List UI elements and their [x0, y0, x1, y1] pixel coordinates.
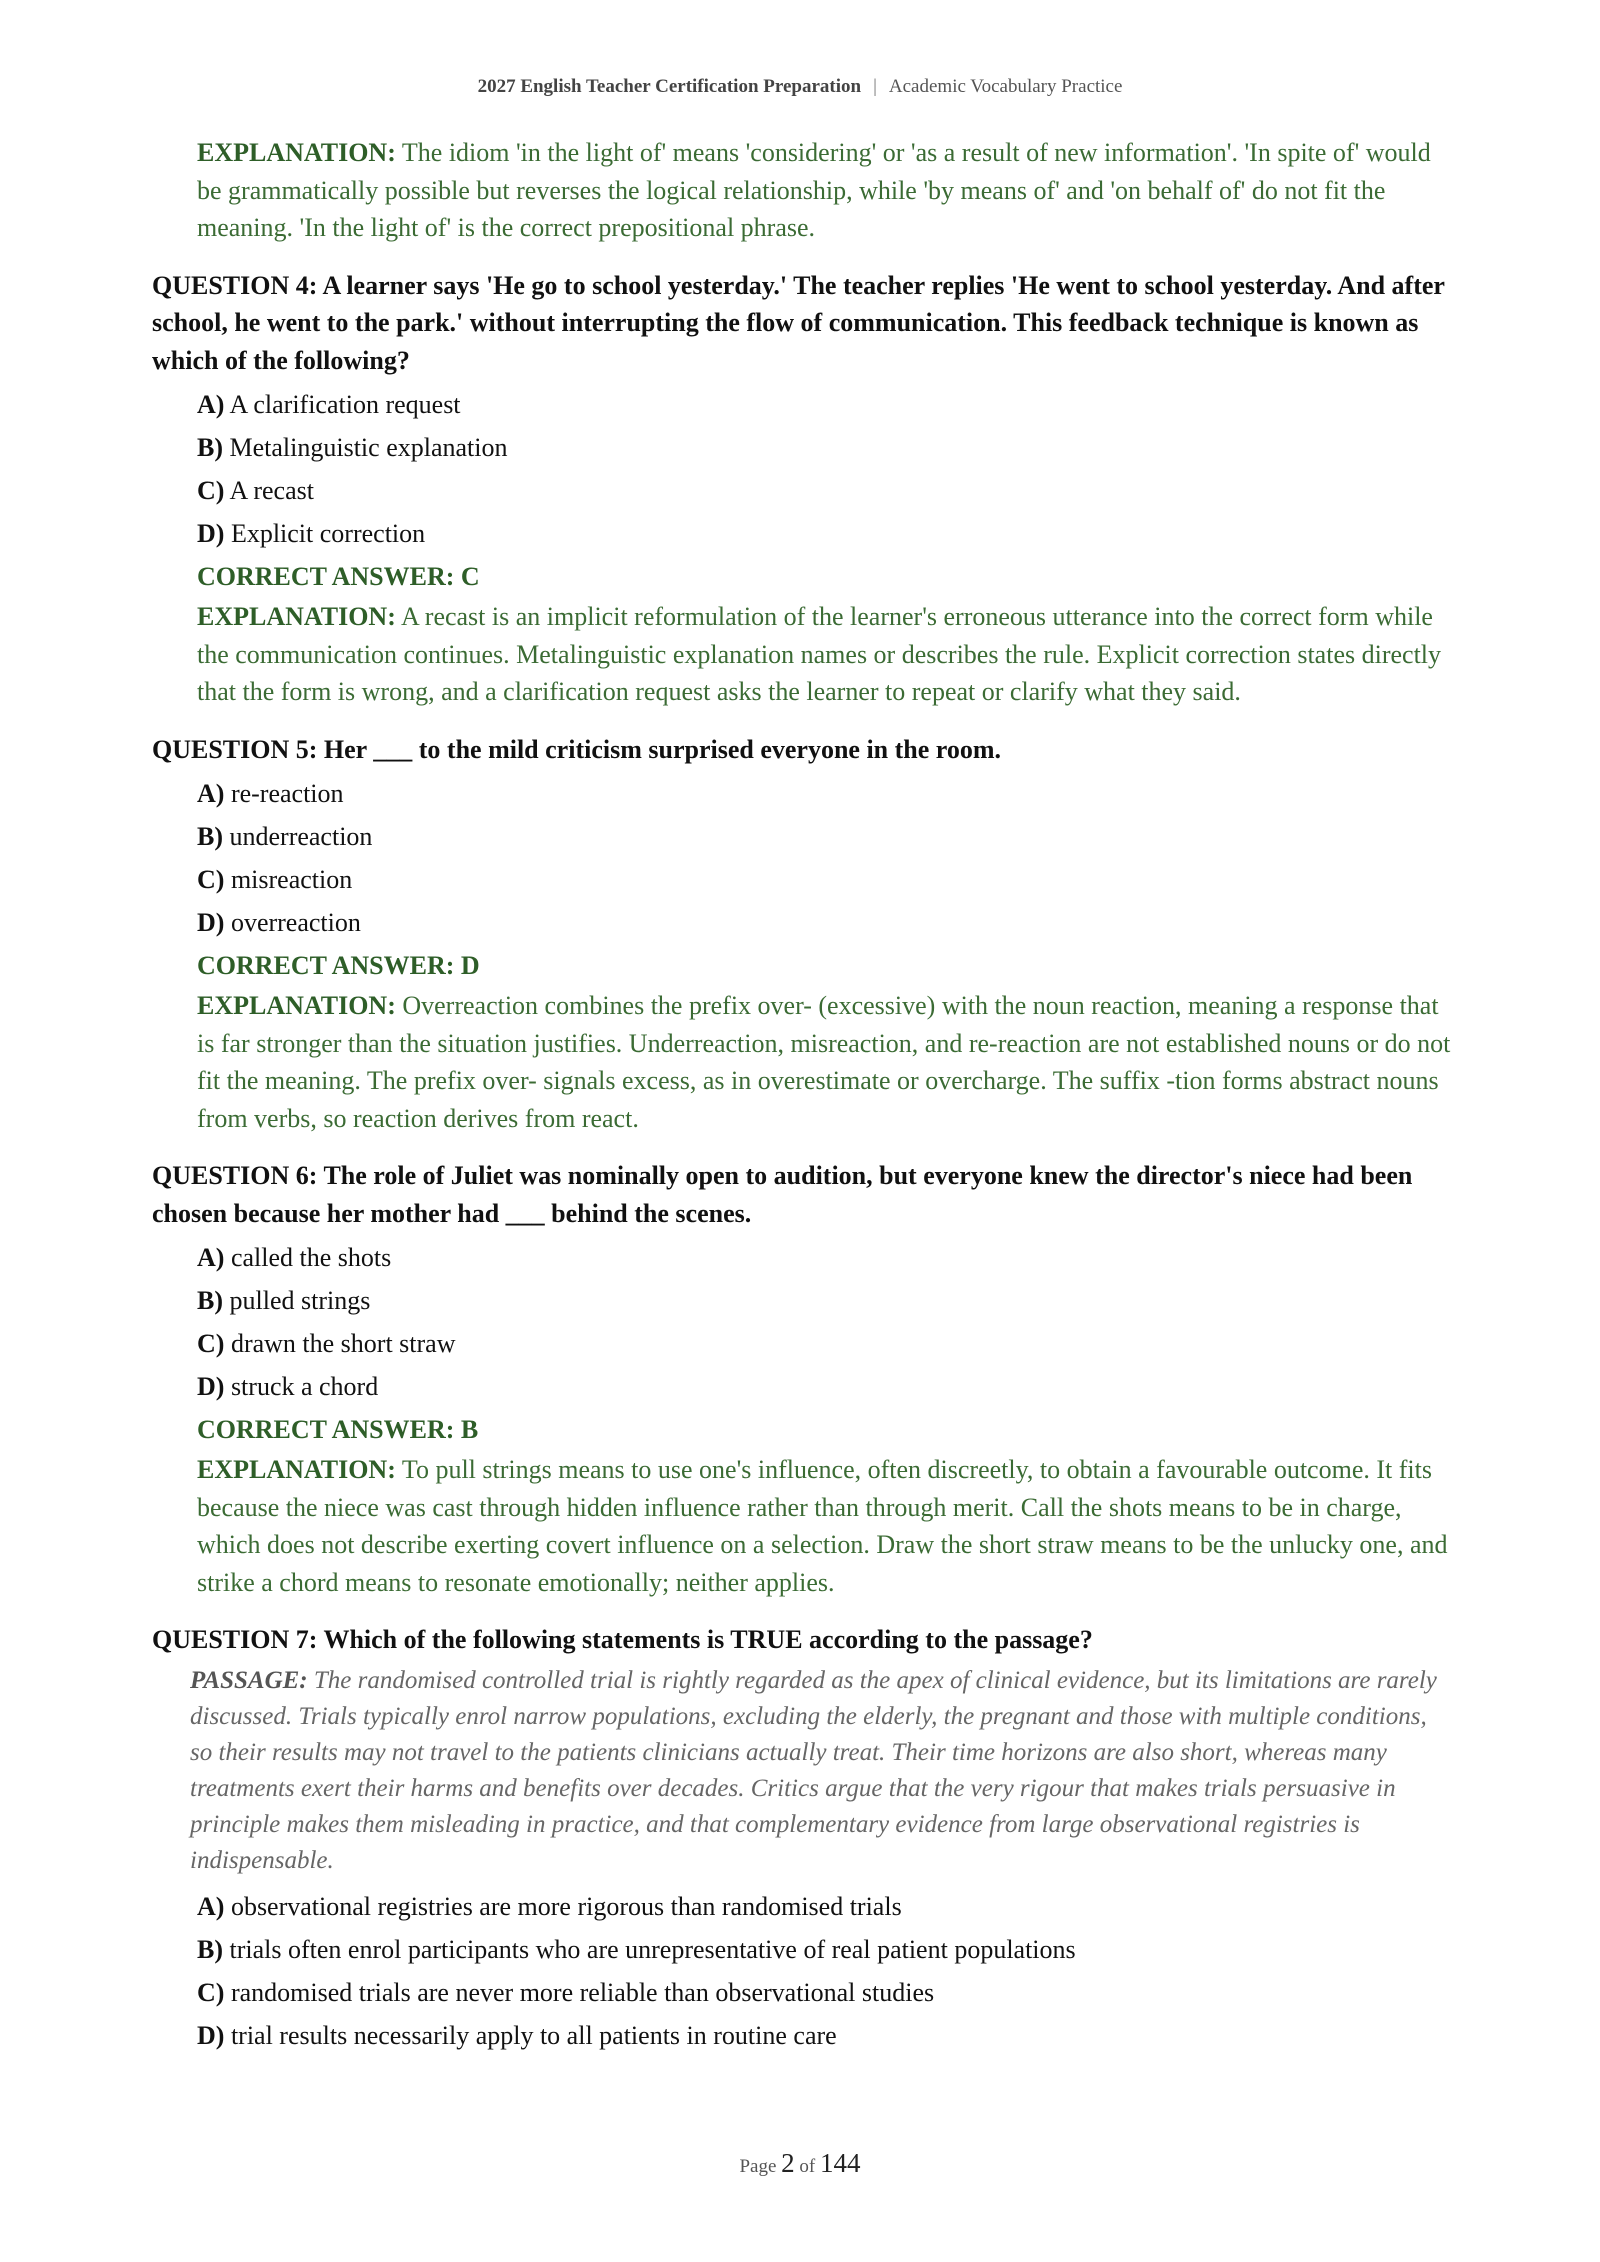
option-d[interactable] — [197, 901, 1452, 944]
passage-text: The randomised controlled trial is rightly regarded as the apex of clinical evidence, but its limitations are rarely discussed. Trials typically enrol narrow populations, excluding the elderly, the pregnant and those with multiple conditions, so their results may not travel to the patients clinicians actually treat. Their time horizons are also short, whereas many treatments exert their harms and benefits over decades. Critics argue that the very rigour that makes trials persuasive in principle makes them misleading in practice, and that complementary evidence from large observational registries is indispensable. — [190, 1666, 1437, 1874]
option-letter: C) — [197, 865, 225, 894]
explanation — [197, 598, 1452, 711]
option-b[interactable] — [197, 815, 1452, 858]
explanation — [197, 987, 1452, 1137]
option-a[interactable] — [197, 1885, 1452, 1928]
option-a[interactable] — [197, 1236, 1452, 1279]
header-separator: | — [873, 76, 877, 97]
explanation-label: EXPLANATION: — [197, 1455, 396, 1484]
explanation-text: The idiom 'in the light of' means 'considering' or 'as a result of new information'. 'In spite of' would be grammatically possible but reverses the logical relationship, while 'by means of' and 'on behalf of' do not fit the meaning. 'In the light of' is the correct prepositional phrase. — [197, 138, 1431, 242]
option-a[interactable] — [197, 383, 1452, 426]
option-letter: C) — [197, 476, 225, 505]
option-text: pulled strings — [229, 1286, 371, 1315]
option-letter: C) — [197, 1977, 225, 2007]
option-text: Metalinguistic explanation — [229, 433, 508, 462]
option-d[interactable] — [197, 2014, 1452, 2057]
option-text: underreaction — [229, 822, 373, 851]
option-c[interactable] — [197, 1322, 1452, 1365]
question-text: QUESTION 4: A learner says 'He go to school yesterday.' The teacher replies 'He went to school yesterday. And after school, he went to the park.' without interrupting the flow of communication. This feedback technique is known as which of the following? — [152, 270, 1445, 375]
option-letter: D) — [197, 2020, 225, 2050]
question-text: QUESTION 7: Which of the following statements is TRUE according to the passage? — [152, 1625, 1093, 1654]
question-text: QUESTION 5: Her ___ to the mild criticism surprised everyone in the room. — [152, 734, 1002, 764]
option-text: trials often enrol participants who are unrepresentative of real patient populations — [229, 1934, 1076, 1964]
option-text: drawn the short straw — [230, 1329, 456, 1358]
option-letter: D) — [197, 519, 225, 548]
explanation-text: A recast is an implicit reformulation of the learner's erroneous utterance into the correct form while the communication continues. Metalinguistic explanation names or describes the rule. Explicit correction states directly that the form is wrong, and a clarification request asks the learner to repeat or clarify what they said. — [197, 602, 1442, 706]
of-label: of — [799, 2156, 816, 2177]
option-text: called the shots — [230, 1243, 392, 1272]
passage-label: PASSAGE: — [190, 1666, 308, 1694]
correct-answer: CORRECT ANSWER: B — [197, 1415, 479, 1444]
explanation-label: EXPLANATION: — [197, 138, 396, 167]
option-text: overreaction — [230, 908, 361, 937]
option-letter: B) — [197, 1934, 223, 1964]
option-letter: C) — [197, 1329, 225, 1358]
question-text: QUESTION 6: The role of Juliet was nominally open to audition, but everyone knew the director's niece had been chosen because her mother had ___ behind the scenes. — [152, 1161, 1413, 1228]
question-5 — [152, 731, 1452, 1138]
correct-answer: CORRECT ANSWER: D — [197, 951, 480, 980]
answer-options — [197, 1236, 1452, 1408]
header-subtitle: Academic Vocabulary Practice — [888, 76, 1123, 97]
page-content — [152, 134, 1452, 2057]
option-letter: B) — [197, 433, 223, 462]
option-text: A clarification request — [229, 390, 461, 419]
option-text: A recast — [229, 476, 314, 505]
option-b[interactable] — [197, 426, 1452, 469]
option-d[interactable] — [197, 512, 1452, 555]
option-letter: A) — [197, 1243, 225, 1272]
question-4 — [152, 267, 1452, 711]
explanation-label: EXPLANATION: — [197, 991, 396, 1020]
option-letter: A) — [197, 779, 225, 808]
option-a[interactable] — [197, 772, 1452, 815]
explanation-label: EXPLANATION: — [197, 602, 396, 631]
option-d[interactable] — [197, 1365, 1452, 1408]
option-text: Explicit correction — [230, 519, 426, 548]
page-header — [0, 76, 1600, 98]
option-letter: B) — [197, 822, 223, 851]
option-c[interactable] — [197, 858, 1452, 901]
answer-options — [197, 383, 1452, 555]
option-text: re-reaction — [230, 779, 344, 808]
option-b[interactable] — [197, 1928, 1452, 1971]
option-letter: D) — [197, 908, 225, 937]
option-text: misreaction — [230, 865, 353, 894]
explanation — [197, 1451, 1452, 1601]
option-text: observational registries are more rigorous than randomised trials — [230, 1891, 902, 1921]
option-letter: D) — [197, 1372, 225, 1401]
total-pages: 144 — [820, 2148, 861, 2178]
question-6 — [152, 1157, 1452, 1601]
option-b[interactable] — [197, 1279, 1452, 1322]
question-7 — [152, 1621, 1452, 2057]
correct-answer: CORRECT ANSWER: C — [197, 562, 480, 591]
option-letter: A) — [197, 390, 225, 419]
header-title: 2027 English Teacher Certification Preparation — [477, 76, 862, 97]
option-c[interactable] — [197, 469, 1452, 512]
option-letter: A) — [197, 1891, 225, 1921]
option-text: trial results necessarily apply to all patients in routine care — [230, 2020, 837, 2050]
page-label: Page — [739, 2156, 777, 2177]
explanation-text: Overreaction combines the prefix over- (excessive) with the noun reaction, meaning a response that is far stronger than the situation justifies. Underreaction, misreaction, and re-reaction are not established nouns or do not fit the meaning. The prefix over- signals excess, as in overestimate or overcharge. The suffix -tion forms abstract nouns from verbs, so reaction derives from react. — [197, 991, 1451, 1133]
question-3-explanation — [197, 134, 1452, 247]
option-c[interactable] — [197, 1971, 1452, 2014]
page-footer — [0, 2148, 1600, 2179]
page-number: 2 — [781, 2148, 795, 2178]
option-text: randomised trials are never more reliable than observational studies — [230, 1977, 935, 2007]
explanation-text: To pull strings means to use one's influence, often discreetly, to obtain a favourable outcome. It fits because the niece was cast through hidden influence rather than through merit. Call the shots means to be in charge, which does not describe exerting covert influence on a selection. Draw the short straw means to be the unlucky one, and strike a chord means to resonate emotionally; neither applies. — [197, 1455, 1448, 1597]
answer-options — [197, 772, 1452, 944]
option-letter: B) — [197, 1286, 223, 1315]
answer-options — [197, 1885, 1452, 2057]
option-text: struck a chord — [230, 1372, 379, 1401]
reading-passage — [190, 1663, 1452, 1879]
